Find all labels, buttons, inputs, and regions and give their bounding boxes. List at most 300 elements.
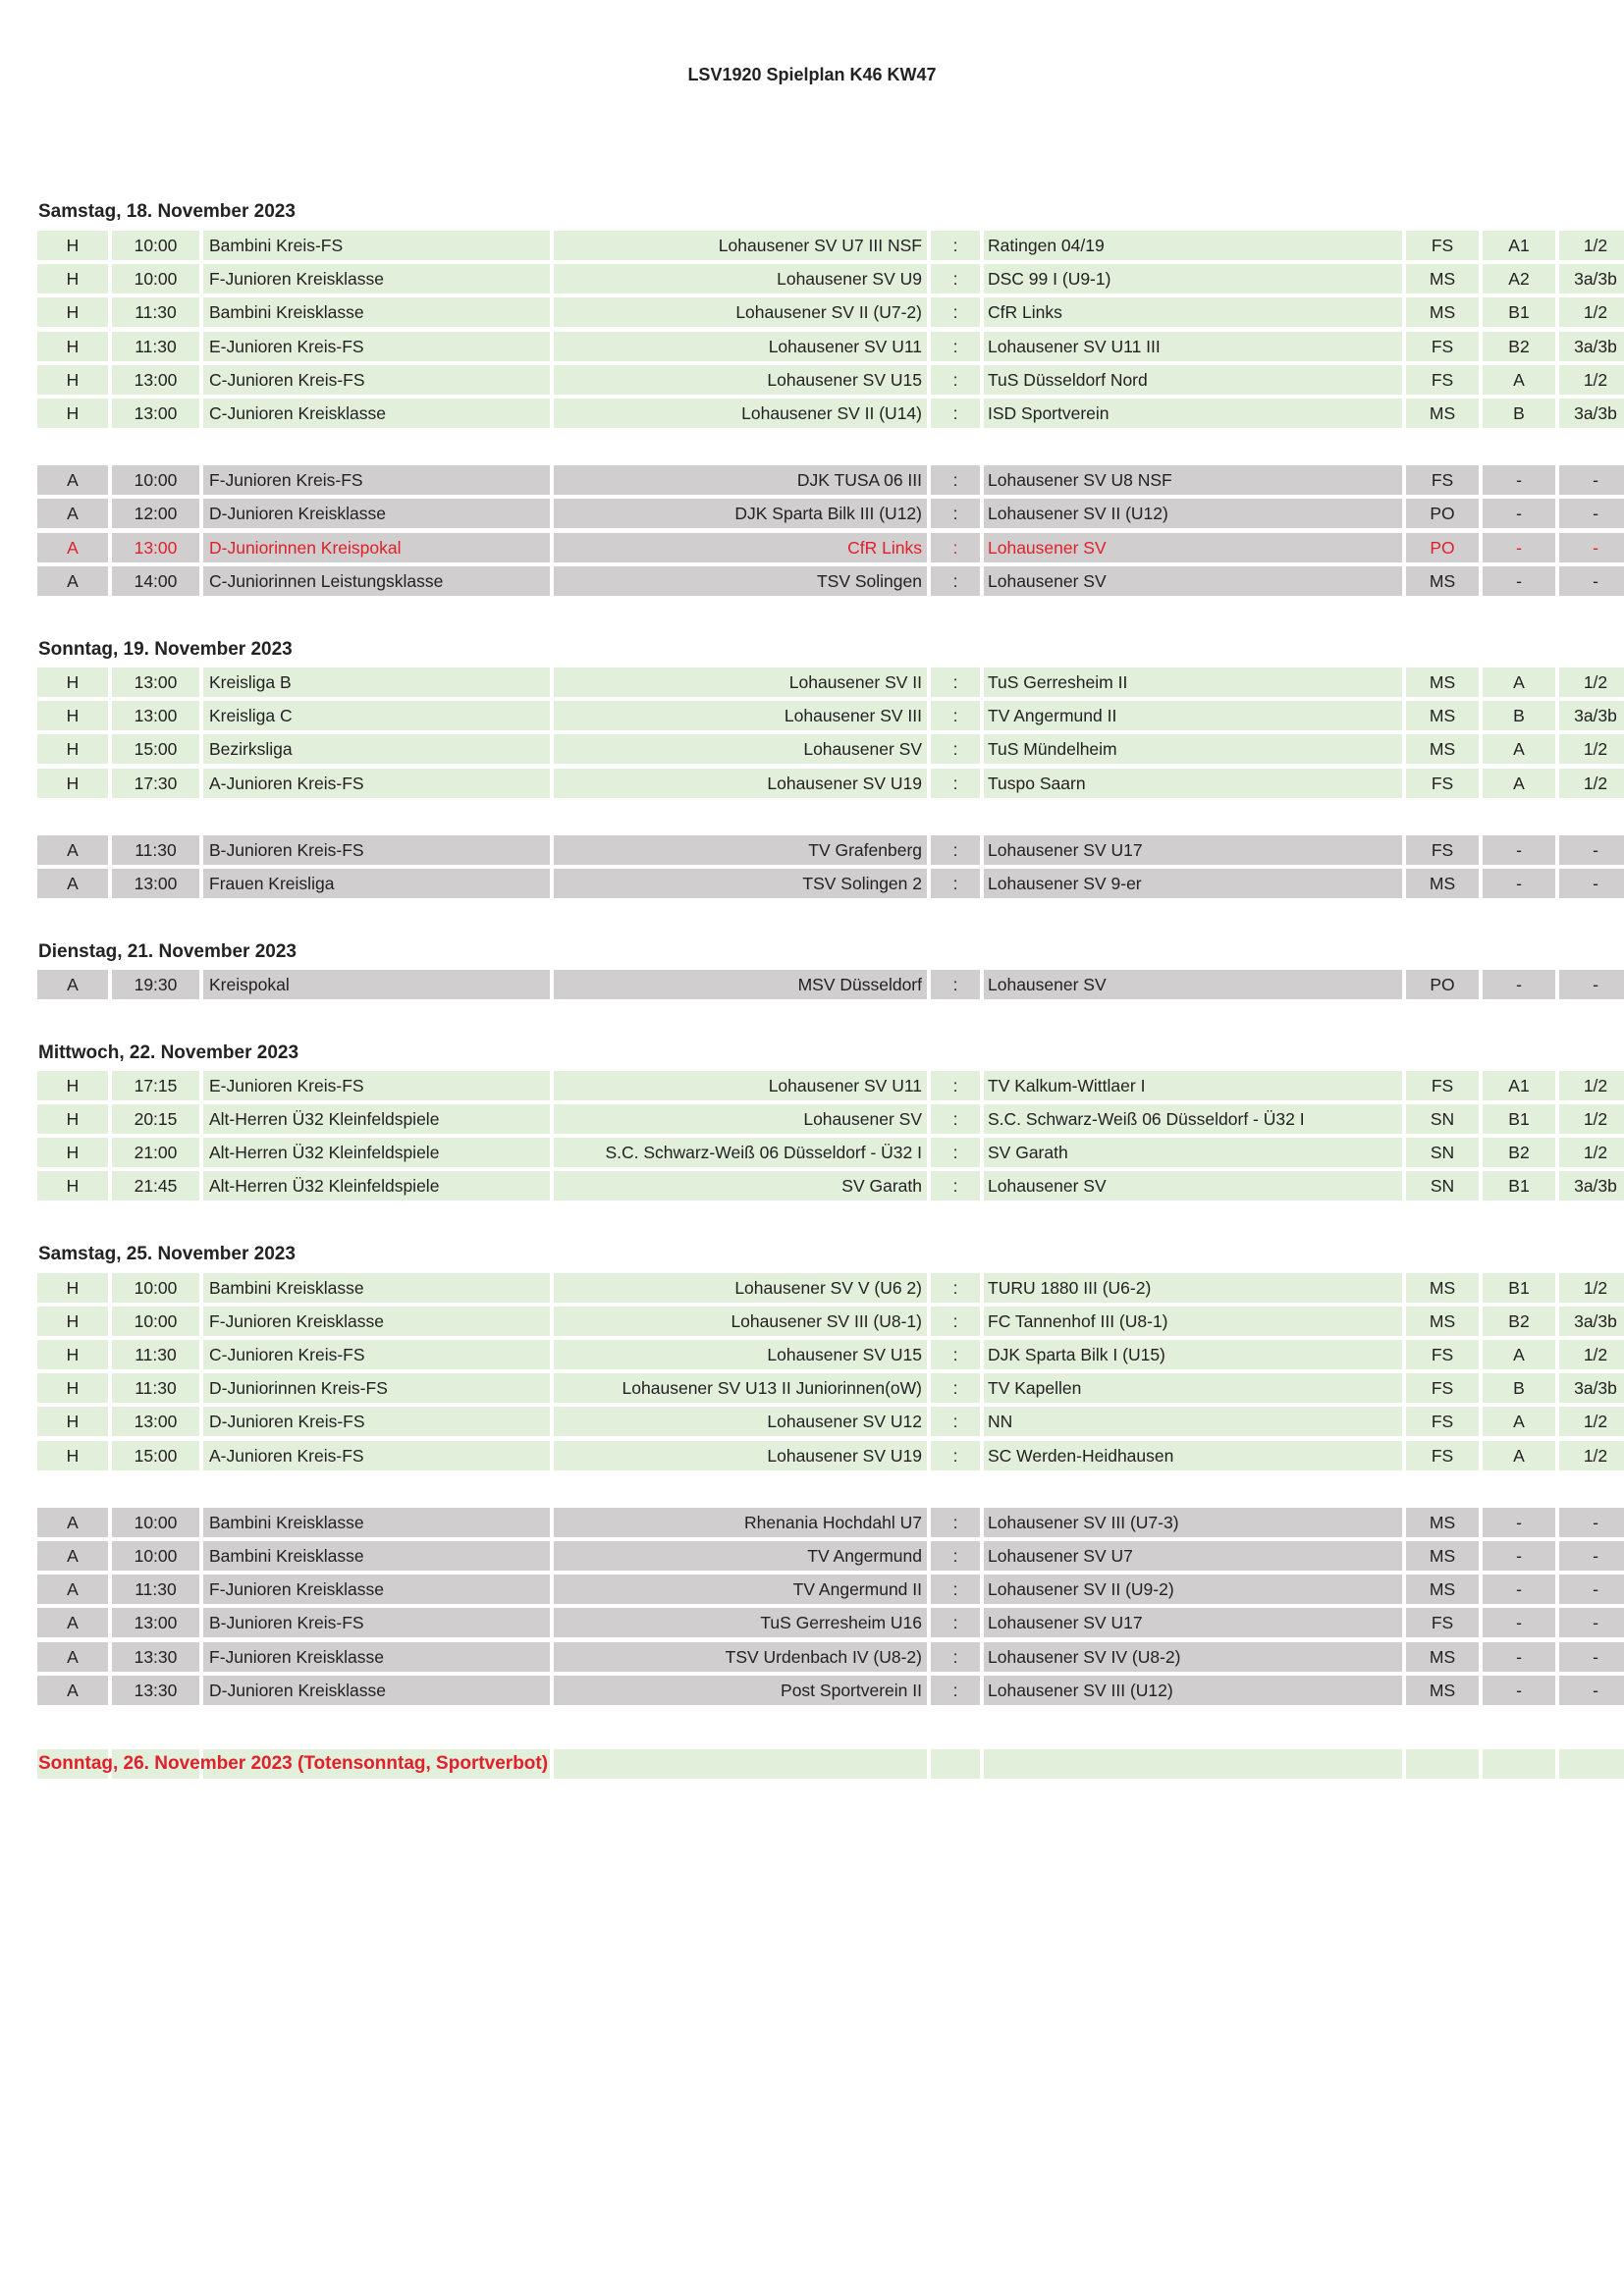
- home-team-cell: Rhenania Hochdahl U7: [554, 1508, 927, 1537]
- venue-cell: A: [37, 1608, 108, 1637]
- half-cell: -: [1559, 499, 1624, 528]
- separator-cell: :: [931, 1441, 980, 1470]
- banner-text: Sonntag, 26. November 2023 (Totensonntag, Sportverbot): [38, 1753, 549, 1774]
- time-cell: 13:30: [112, 1642, 199, 1672]
- away-team-cell: Lohausener SV U17: [984, 1608, 1402, 1637]
- away-team-cell: TV Kalkum-Wittlaer I: [984, 1071, 1402, 1100]
- separator-cell: :: [931, 1608, 980, 1637]
- pitch-cell: -: [1483, 1676, 1555, 1705]
- half-cell: 1/2: [1559, 1441, 1624, 1470]
- separator-cell: :: [931, 734, 980, 764]
- time-cell: 13:00: [112, 533, 199, 562]
- away-team-cell: TV Angermund II: [984, 701, 1402, 730]
- field-type-cell: FS: [1406, 365, 1479, 395]
- separator-cell: :: [931, 1373, 980, 1403]
- venue-cell: A: [37, 1642, 108, 1672]
- home-team-cell: S.C. Schwarz-Weiß 06 Düsseldorf - Ü32 I: [554, 1138, 927, 1167]
- time-cell: 10:00: [112, 1541, 199, 1571]
- half-cell: -: [1559, 533, 1624, 562]
- pitch-cell: -: [1483, 533, 1555, 562]
- match-row: [37, 734, 1608, 764]
- away-team-cell: TV Kapellen: [984, 1373, 1402, 1403]
- away-team-cell: Lohausener SV: [984, 533, 1402, 562]
- half-cell: 1/2: [1559, 297, 1624, 327]
- match-row: [37, 297, 1608, 327]
- half-cell: -: [1559, 869, 1624, 898]
- field-type-cell: MS: [1406, 566, 1479, 596]
- pitch-cell: -: [1483, 970, 1555, 999]
- half-cell: 1/2: [1559, 1340, 1624, 1369]
- pitch-cell: B: [1483, 1373, 1555, 1403]
- separator-cell: :: [931, 1575, 980, 1604]
- separator-cell: :: [931, 566, 980, 596]
- time-cell: 13:00: [112, 701, 199, 730]
- home-team-cell: DJK Sparta Bilk III (U12): [554, 499, 927, 528]
- pitch-cell: -: [1483, 1575, 1555, 1604]
- field-type-cell: MS: [1406, 869, 1479, 898]
- league-cell: C-Junioren Kreis-FS: [203, 1340, 550, 1369]
- league-cell: C-Junioren Kreis-FS: [203, 365, 550, 395]
- away-team-cell: Lohausener SV U17: [984, 835, 1402, 865]
- pitch-cell: B2: [1483, 1138, 1555, 1167]
- day-header: Dienstag, 21. November 2023: [38, 941, 297, 962]
- away-team-cell: Tuspo Saarn: [984, 769, 1402, 798]
- pitch-cell: -: [1483, 1508, 1555, 1537]
- venue-cell: H: [37, 1273, 108, 1303]
- league-cell: Bambini Kreisklasse: [203, 297, 550, 327]
- match-row: [37, 1575, 1598, 1604]
- home-team-cell: Lohausener SV U13 II Juniorinnen(oW): [554, 1373, 927, 1403]
- away-team-cell: Lohausener SV: [984, 566, 1402, 596]
- home-team-cell: Lohausener SV U11: [554, 332, 927, 361]
- pitch-cell: A: [1483, 1407, 1555, 1436]
- away-team-cell: SC Werden-Heidhausen: [984, 1441, 1402, 1470]
- separator-cell: :: [931, 332, 980, 361]
- league-cell: Frauen Kreisliga: [203, 869, 550, 898]
- pitch-cell: A: [1483, 769, 1555, 798]
- home-team-cell: Lohausener SV II: [554, 667, 927, 697]
- home-team-cell: Lohausener SV U12: [554, 1407, 927, 1436]
- away-team-cell: Lohausener SV IV (U8-2): [984, 1642, 1402, 1672]
- away-team-cell: Lohausener SV 9-er: [984, 869, 1402, 898]
- venue-cell: H: [37, 1340, 108, 1369]
- separator-cell: :: [931, 1138, 980, 1167]
- away-team-cell: Lohausener SV U11 III: [984, 332, 1402, 361]
- pitch-cell: A: [1483, 734, 1555, 764]
- separator-cell: :: [931, 499, 980, 528]
- away-team-cell: Lohausener SV: [984, 970, 1402, 999]
- time-cell: 13:00: [112, 365, 199, 395]
- field-type-cell: MS: [1406, 734, 1479, 764]
- home-team-cell: Lohausener SV: [554, 1104, 927, 1134]
- league-cell: Kreispokal: [203, 970, 550, 999]
- pitch-cell: A: [1483, 365, 1555, 395]
- time-cell: 13:00: [112, 399, 199, 428]
- league-cell: F-Junioren Kreisklasse: [203, 1307, 550, 1336]
- pitch-cell: B2: [1483, 332, 1555, 361]
- pitch-cell: B1: [1483, 297, 1555, 327]
- time-cell: 13:00: [112, 1608, 199, 1637]
- field-type-cell: SN: [1406, 1104, 1479, 1134]
- time-cell: 10:00: [112, 1307, 199, 1336]
- field-type-cell: FS: [1406, 231, 1479, 260]
- separator-cell: :: [931, 1508, 980, 1537]
- venue-cell: H: [37, 1407, 108, 1436]
- pitch-cell: -: [1483, 835, 1555, 865]
- time-cell: 13:00: [112, 1407, 199, 1436]
- half-cell: 1/2: [1559, 231, 1624, 260]
- venue-cell: H: [37, 667, 108, 697]
- pitch-cell: B1: [1483, 1273, 1555, 1303]
- match-row: [37, 1676, 1598, 1705]
- day-header: Mittwoch, 22. November 2023: [38, 1042, 299, 1063]
- home-team-cell: DJK TUSA 06 III: [554, 465, 927, 495]
- time-cell: 15:00: [112, 1441, 199, 1470]
- separator-cell: :: [931, 835, 980, 865]
- half-cell: 3a/3b: [1559, 264, 1624, 294]
- time-cell: 13:00: [112, 667, 199, 697]
- half-cell: 1/2: [1559, 734, 1624, 764]
- pitch-cell: -: [1483, 566, 1555, 596]
- half-cell: 1/2: [1559, 365, 1624, 395]
- half-cell: -: [1559, 835, 1624, 865]
- time-cell: 11:30: [112, 332, 199, 361]
- pitch-cell: -: [1483, 869, 1555, 898]
- pitch-cell: B2: [1483, 1307, 1555, 1336]
- time-cell: 10:00: [112, 1508, 199, 1537]
- venue-cell: H: [37, 701, 108, 730]
- field-type-cell: MS: [1406, 297, 1479, 327]
- pitch-cell: -: [1483, 499, 1555, 528]
- separator-cell: :: [931, 399, 980, 428]
- match-row: [37, 1138, 1608, 1167]
- match-row: [37, 231, 1608, 260]
- field-type-cell: MS: [1406, 701, 1479, 730]
- match-row: [37, 566, 1598, 596]
- separator-cell: :: [931, 533, 980, 562]
- time-cell: 14:00: [112, 566, 199, 596]
- pitch-cell: B1: [1483, 1171, 1555, 1201]
- pitch-cell: B1: [1483, 1104, 1555, 1134]
- pitch-cell: A1: [1483, 1071, 1555, 1100]
- league-cell: E-Junioren Kreis-FS: [203, 1071, 550, 1100]
- league-cell: Kreisliga C: [203, 701, 550, 730]
- home-team-cell: SV Garath: [554, 1171, 927, 1201]
- home-team-cell: Lohausener SV U7 III NSF: [554, 231, 927, 260]
- half-cell: -: [1559, 465, 1624, 495]
- separator-cell: :: [931, 365, 980, 395]
- time-cell: 11:30: [112, 835, 199, 865]
- away-team-cell: Lohausener SV: [984, 1171, 1402, 1201]
- venue-cell: A: [37, 869, 108, 898]
- half-cell: 3a/3b: [1559, 332, 1624, 361]
- pitch-cell: B: [1483, 399, 1555, 428]
- away-team-cell: Lohausener SV II (U9-2): [984, 1575, 1402, 1604]
- home-team-cell: Lohausener SV U19: [554, 769, 927, 798]
- home-team-cell: TuS Gerresheim U16: [554, 1608, 927, 1637]
- away-team-cell: Lohausener SV U8 NSF: [984, 465, 1402, 495]
- away-team-cell: Lohausener SV II (U12): [984, 499, 1402, 528]
- away-team-cell: TuS Mündelheim: [984, 734, 1402, 764]
- separator-cell: :: [931, 231, 980, 260]
- venue-cell: H: [37, 734, 108, 764]
- home-team-cell: MSV Düsseldorf: [554, 970, 927, 999]
- away-team-cell: S.C. Schwarz-Weiß 06 Düsseldorf - Ü32 I: [984, 1104, 1402, 1134]
- venue-cell: H: [37, 1441, 108, 1470]
- pitch-cell: -: [1483, 1608, 1555, 1637]
- time-cell: 11:30: [112, 1373, 199, 1403]
- venue-cell: A: [37, 566, 108, 596]
- page-title: LSV1920 Spielplan K46 KW47: [687, 65, 937, 84]
- banner-cell: [984, 1749, 1402, 1779]
- home-team-cell: Lohausener SV U19: [554, 1441, 927, 1470]
- match-row: [37, 1104, 1608, 1134]
- home-team-cell: Lohausener SV II (U14): [554, 399, 927, 428]
- half-cell: -: [1559, 1642, 1624, 1672]
- away-team-cell: TURU 1880 III (U6-2): [984, 1273, 1402, 1303]
- half-cell: 1/2: [1559, 1071, 1624, 1100]
- time-cell: 17:15: [112, 1071, 199, 1100]
- separator-cell: :: [931, 1071, 980, 1100]
- time-cell: 11:30: [112, 1575, 199, 1604]
- half-cell: 1/2: [1559, 1104, 1624, 1134]
- half-cell: 3a/3b: [1559, 1373, 1624, 1403]
- away-team-cell: DJK Sparta Bilk I (U15): [984, 1340, 1402, 1369]
- day-header: Samstag, 25. November 2023: [38, 1244, 296, 1264]
- venue-cell: A: [37, 465, 108, 495]
- half-cell: 3a/3b: [1559, 399, 1624, 428]
- home-team-cell: TV Grafenberg: [554, 835, 927, 865]
- no-games-banner: [37, 1749, 1594, 1779]
- league-cell: Kreisliga B: [203, 667, 550, 697]
- time-cell: 20:15: [112, 1104, 199, 1134]
- match-row: [37, 533, 1598, 562]
- away-team-cell: CfR Links: [984, 297, 1402, 327]
- away-team-cell: ISD Sportverein: [984, 399, 1402, 428]
- match-row: [37, 1071, 1608, 1100]
- banner-cell: [1483, 1749, 1555, 1779]
- away-team-cell: Ratingen 04/19: [984, 231, 1402, 260]
- league-cell: Alt-Herren Ü32 Kleinfeldspiele: [203, 1171, 550, 1201]
- half-cell: 3a/3b: [1559, 1307, 1624, 1336]
- half-cell: 1/2: [1559, 1138, 1624, 1167]
- league-cell: D-Juniorinnen Kreispokal: [203, 533, 550, 562]
- pitch-cell: B: [1483, 701, 1555, 730]
- venue-cell: A: [37, 1575, 108, 1604]
- home-team-cell: Lohausener SV III (U8-1): [554, 1307, 927, 1336]
- league-cell: A-Junioren Kreis-FS: [203, 769, 550, 798]
- field-type-cell: PO: [1406, 533, 1479, 562]
- match-row: [37, 835, 1598, 865]
- pitch-cell: A: [1483, 1441, 1555, 1470]
- banner-cell: [554, 1749, 927, 1779]
- pitch-cell: A: [1483, 667, 1555, 697]
- half-cell: -: [1559, 1541, 1624, 1571]
- separator-cell: :: [931, 970, 980, 999]
- half-cell: 1/2: [1559, 667, 1624, 697]
- league-cell: F-Junioren Kreis-FS: [203, 465, 550, 495]
- field-type-cell: FS: [1406, 1407, 1479, 1436]
- time-cell: 19:30: [112, 970, 199, 999]
- league-cell: F-Junioren Kreisklasse: [203, 1575, 550, 1604]
- separator-cell: :: [931, 1541, 980, 1571]
- time-cell: 21:00: [112, 1138, 199, 1167]
- separator-cell: :: [931, 264, 980, 294]
- field-type-cell: PO: [1406, 499, 1479, 528]
- venue-cell: H: [37, 1307, 108, 1336]
- league-cell: F-Junioren Kreisklasse: [203, 1642, 550, 1672]
- separator-cell: :: [931, 1307, 980, 1336]
- league-cell: Bambini Kreisklasse: [203, 1273, 550, 1303]
- away-team-cell: TuS Gerresheim II: [984, 667, 1402, 697]
- venue-cell: H: [37, 769, 108, 798]
- away-team-cell: SV Garath: [984, 1138, 1402, 1167]
- home-team-cell: Lohausener SV U15: [554, 1340, 927, 1369]
- time-cell: 11:30: [112, 297, 199, 327]
- half-cell: -: [1559, 1508, 1624, 1537]
- match-row: [37, 1171, 1617, 1201]
- match-row: [37, 499, 1598, 528]
- away-team-cell: TuS Düsseldorf Nord: [984, 365, 1402, 395]
- half-cell: 1/2: [1559, 769, 1624, 798]
- separator-cell: :: [931, 701, 980, 730]
- field-type-cell: FS: [1406, 332, 1479, 361]
- day-header: Samstag, 18. November 2023: [38, 201, 296, 222]
- pitch-cell: -: [1483, 465, 1555, 495]
- match-row: [37, 1642, 1598, 1672]
- home-team-cell: Lohausener SV III: [554, 701, 927, 730]
- league-cell: F-Junioren Kreisklasse: [203, 264, 550, 294]
- home-team-cell: Lohausener SV V (U6 2): [554, 1273, 927, 1303]
- away-team-cell: Lohausener SV III (U12): [984, 1676, 1402, 1705]
- home-team-cell: TSV Solingen: [554, 566, 927, 596]
- league-cell: Bambini Kreisklasse: [203, 1541, 550, 1571]
- field-type-cell: FS: [1406, 1441, 1479, 1470]
- home-team-cell: CfR Links: [554, 533, 927, 562]
- pitch-cell: A1: [1483, 231, 1555, 260]
- separator-cell: :: [931, 769, 980, 798]
- venue-cell: A: [37, 1508, 108, 1537]
- banner-cell: [1559, 1749, 1624, 1779]
- away-team-cell: Lohausener SV U7: [984, 1541, 1402, 1571]
- field-type-cell: MS: [1406, 1642, 1479, 1672]
- league-cell: E-Junioren Kreis-FS: [203, 332, 550, 361]
- league-cell: A-Junioren Kreis-FS: [203, 1441, 550, 1470]
- separator-cell: :: [931, 1407, 980, 1436]
- venue-cell: A: [37, 1676, 108, 1705]
- match-row: [37, 465, 1598, 495]
- match-row: [37, 970, 1598, 999]
- home-team-cell: TSV Urdenbach IV (U8-2): [554, 1642, 927, 1672]
- venue-cell: H: [37, 1138, 108, 1167]
- league-cell: C-Junioren Kreisklasse: [203, 399, 550, 428]
- field-type-cell: MS: [1406, 1575, 1479, 1604]
- match-row: [37, 1273, 1608, 1303]
- venue-cell: A: [37, 1541, 108, 1571]
- separator-cell: :: [931, 1171, 980, 1201]
- separator-cell: :: [931, 465, 980, 495]
- time-cell: 13:30: [112, 1676, 199, 1705]
- home-team-cell: TV Angermund II: [554, 1575, 927, 1604]
- league-cell: B-Junioren Kreis-FS: [203, 1608, 550, 1637]
- venue-cell: H: [37, 1071, 108, 1100]
- separator-cell: :: [931, 1273, 980, 1303]
- field-type-cell: MS: [1406, 1676, 1479, 1705]
- separator-cell: :: [931, 1340, 980, 1369]
- field-type-cell: MS: [1406, 264, 1479, 294]
- half-cell: -: [1559, 1575, 1624, 1604]
- league-cell: D-Junioren Kreis-FS: [203, 1407, 550, 1436]
- time-cell: 17:30: [112, 769, 199, 798]
- venue-cell: A: [37, 970, 108, 999]
- separator-cell: :: [931, 667, 980, 697]
- venue-cell: H: [37, 1104, 108, 1134]
- venue-cell: H: [37, 231, 108, 260]
- away-team-cell: Lohausener SV III (U7-3): [984, 1508, 1402, 1537]
- field-type-cell: MS: [1406, 667, 1479, 697]
- pitch-cell: A2: [1483, 264, 1555, 294]
- home-team-cell: Lohausener SV II (U7-2): [554, 297, 927, 327]
- time-cell: 11:30: [112, 1340, 199, 1369]
- field-type-cell: MS: [1406, 399, 1479, 428]
- home-team-cell: Lohausener SV: [554, 734, 927, 764]
- league-cell: Alt-Herren Ü32 Kleinfeldspiele: [203, 1138, 550, 1167]
- venue-cell: H: [37, 332, 108, 361]
- away-team-cell: FC Tannenhof III (U8-1): [984, 1307, 1402, 1336]
- home-team-cell: TV Angermund: [554, 1541, 927, 1571]
- field-type-cell: FS: [1406, 1373, 1479, 1403]
- venue-cell: H: [37, 297, 108, 327]
- half-cell: -: [1559, 970, 1624, 999]
- field-type-cell: PO: [1406, 970, 1479, 999]
- home-team-cell: Lohausener SV U15: [554, 365, 927, 395]
- field-type-cell: FS: [1406, 769, 1479, 798]
- pitch-cell: -: [1483, 1541, 1555, 1571]
- pitch-cell: -: [1483, 1642, 1555, 1672]
- time-cell: 10:00: [112, 465, 199, 495]
- field-type-cell: FS: [1406, 465, 1479, 495]
- match-row: [37, 1541, 1598, 1571]
- venue-cell: A: [37, 499, 108, 528]
- venue-cell: H: [37, 1373, 108, 1403]
- venue-cell: H: [37, 365, 108, 395]
- pitch-cell: A: [1483, 1340, 1555, 1369]
- field-type-cell: MS: [1406, 1273, 1479, 1303]
- match-row: [37, 667, 1608, 697]
- match-row: [37, 1373, 1617, 1403]
- time-cell: 13:00: [112, 869, 199, 898]
- league-cell: Bambini Kreis-FS: [203, 231, 550, 260]
- match-row: [37, 332, 1617, 361]
- field-type-cell: FS: [1406, 1071, 1479, 1100]
- venue-cell: H: [37, 264, 108, 294]
- match-row: [37, 1307, 1617, 1336]
- field-type-cell: FS: [1406, 1340, 1479, 1369]
- separator-cell: :: [931, 1642, 980, 1672]
- field-type-cell: FS: [1406, 835, 1479, 865]
- match-row: [37, 701, 1617, 730]
- league-cell: B-Junioren Kreis-FS: [203, 835, 550, 865]
- banner-cell: [931, 1749, 980, 1779]
- home-team-cell: TSV Solingen 2: [554, 869, 927, 898]
- field-type-cell: MS: [1406, 1541, 1479, 1571]
- match-row: [37, 769, 1608, 798]
- venue-cell: H: [37, 1171, 108, 1201]
- venue-cell: A: [37, 533, 108, 562]
- league-cell: D-Junioren Kreisklasse: [203, 499, 550, 528]
- league-cell: D-Junioren Kreisklasse: [203, 1676, 550, 1705]
- field-type-cell: MS: [1406, 1508, 1479, 1537]
